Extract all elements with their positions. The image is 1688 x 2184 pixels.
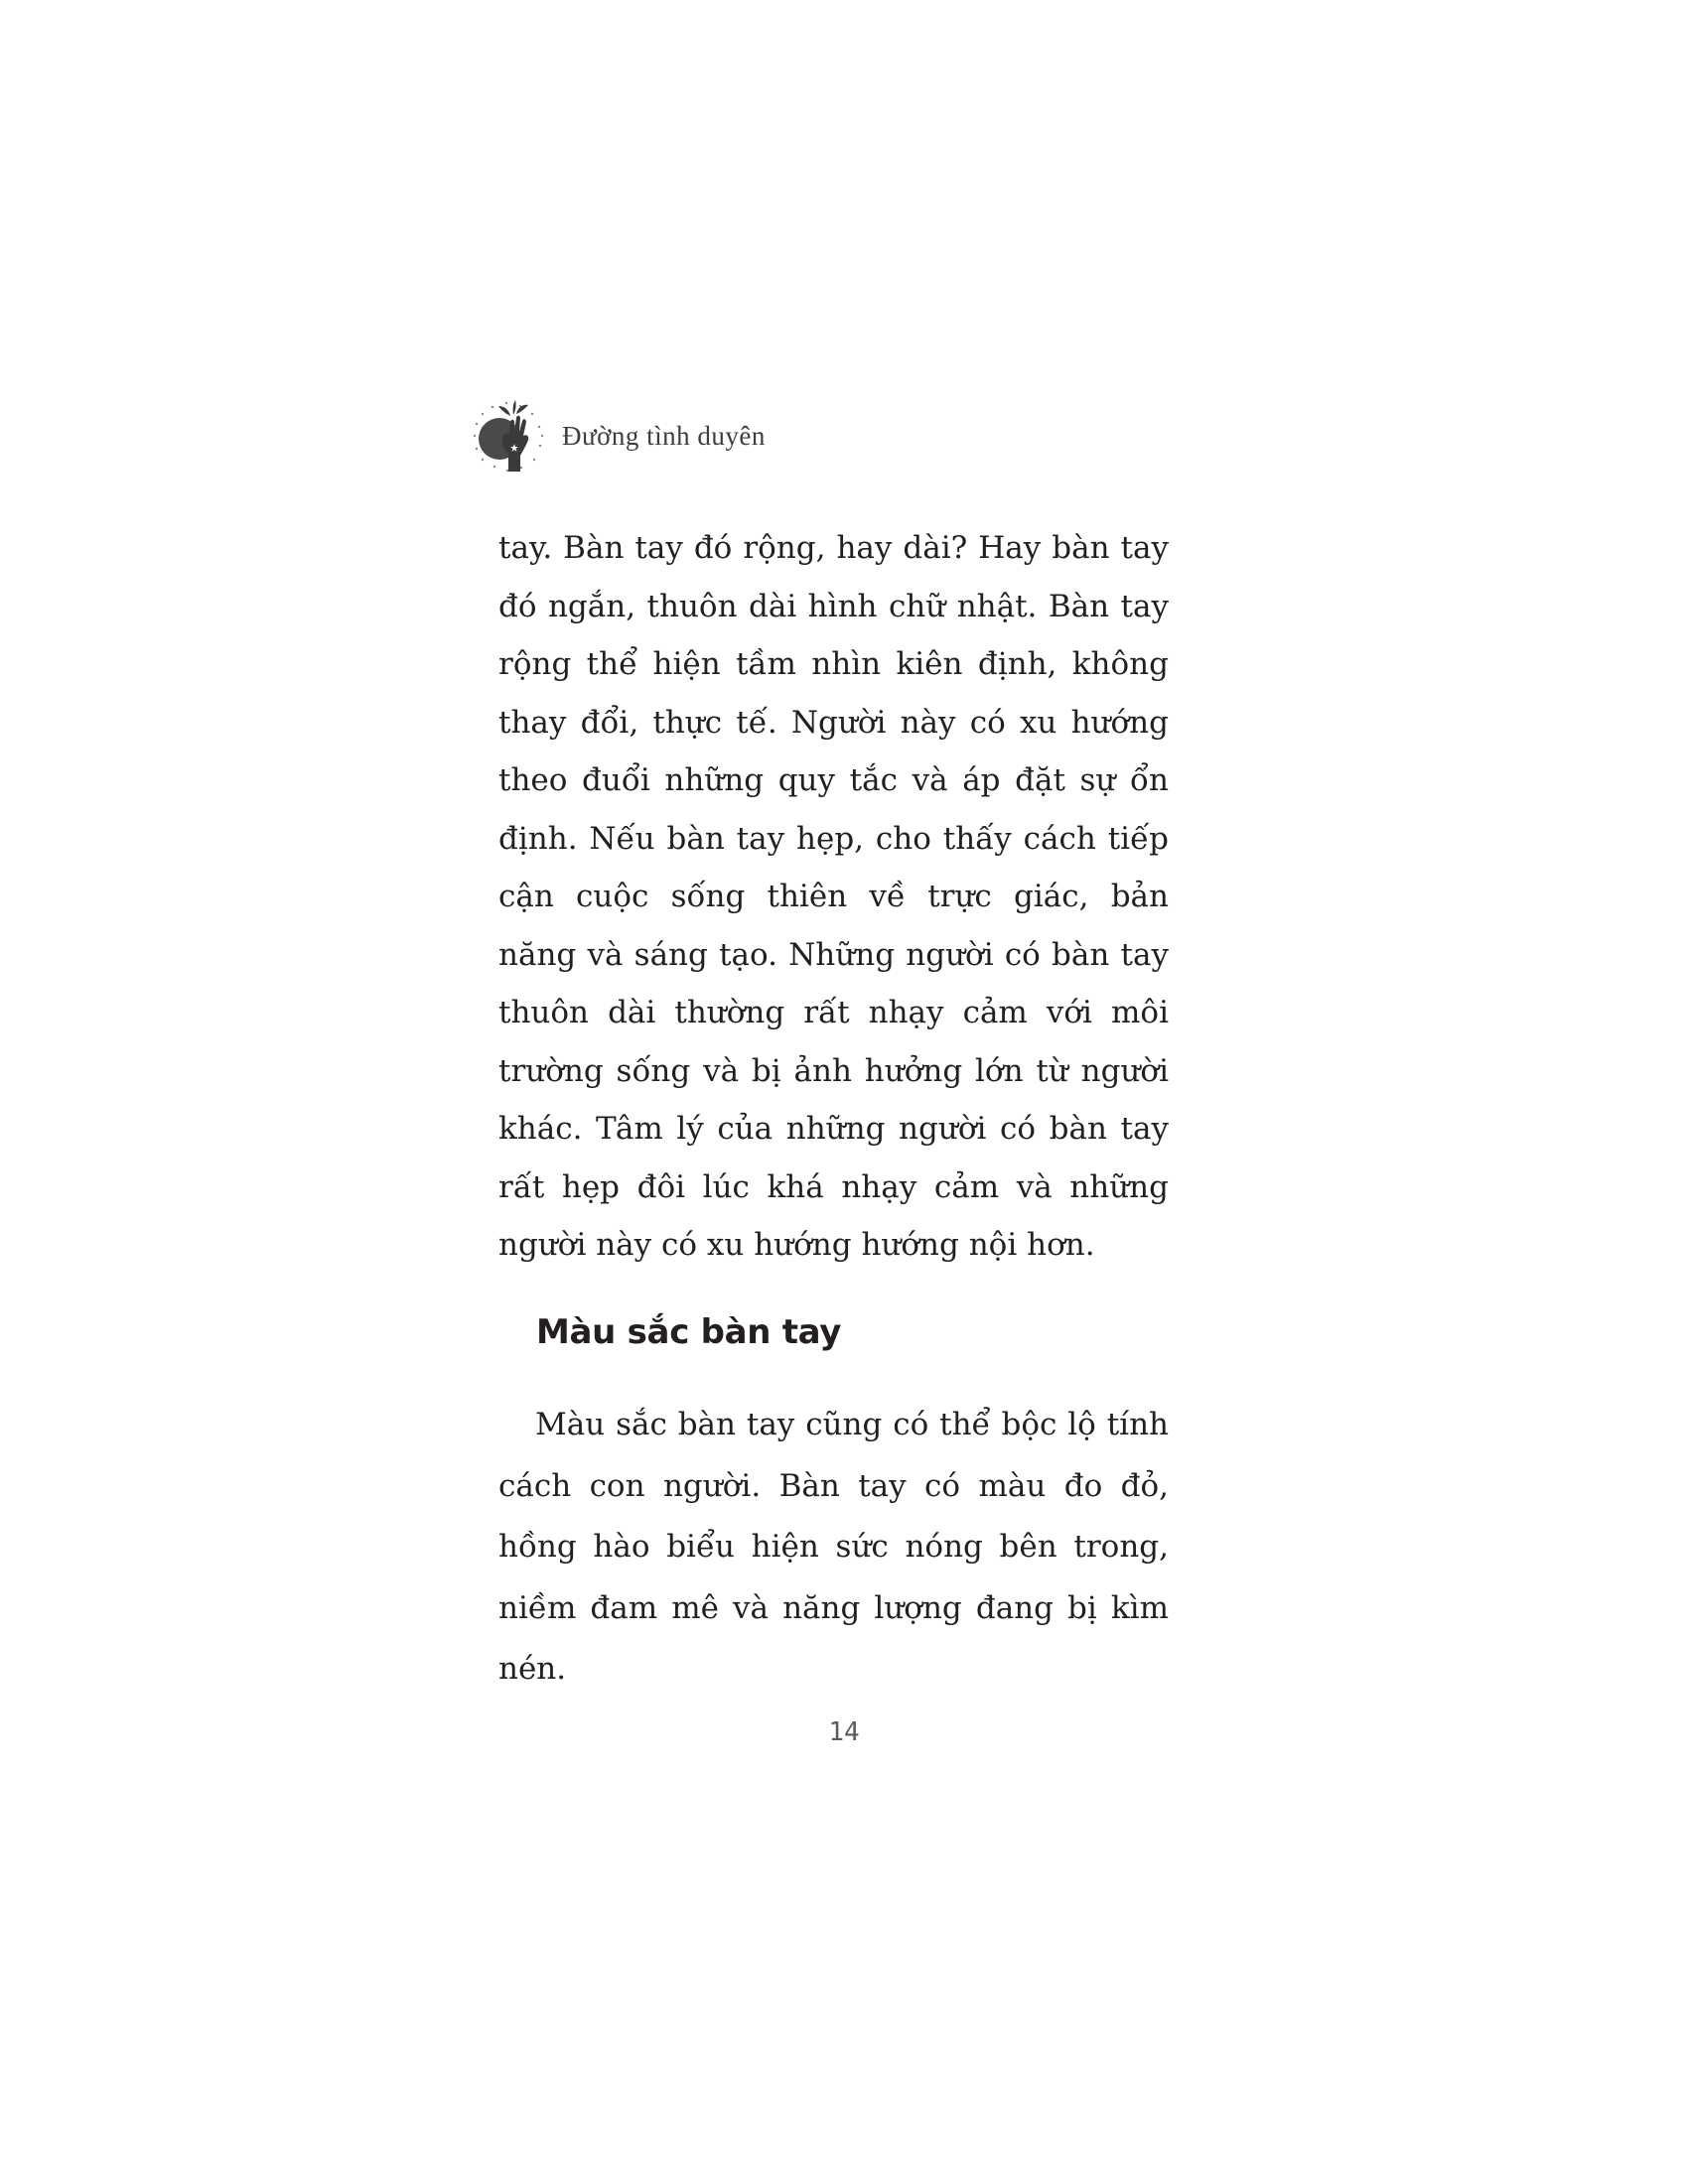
section-heading: Màu sắc bàn tay — [536, 1312, 842, 1352]
page-header — [465, 391, 766, 480]
body-paragraph: tay. Bàn tay đó rộng, hay dài? Hay bàn tay đó ngắn, thuôn dài hình chữ nhật. Bàn tay rộng thể hiện tầm nhìn kiên định, không thay đổi, thực tế. Người này có xu hướng theo đuổi những quy tắc và áp đặt sự ổn định. Nếu bàn tay hẹp, cho thấy cách tiếp cận cuộc sống thiên về trực giác, bản năng và sáng tạo. Những người có bàn tay thuôn dài thường rất nhạy cảm với môi trường sống và bị ảnh hưởng lớn từ người khác. Tâm lý của những người có bàn tay rất hẹp đôi lúc khá nhạy cảm và những người này có xu hướng hướng nội hơn. — [498, 530, 1169, 1263]
page-number: 14 — [828, 1717, 860, 1747]
body-paragraph: Màu sắc bàn tay cũng có thể bộc lộ tính cách con người. Bàn tay có màu đo đỏ, hồng hào biểu hiện sức nóng bên trong, niềm đam mê và năng lượng đang bị kìm nén. — [498, 1407, 1169, 1687]
chapter-title: Đường tình duyên — [562, 420, 766, 451]
palm-hand-emblem-icon — [465, 394, 548, 478]
